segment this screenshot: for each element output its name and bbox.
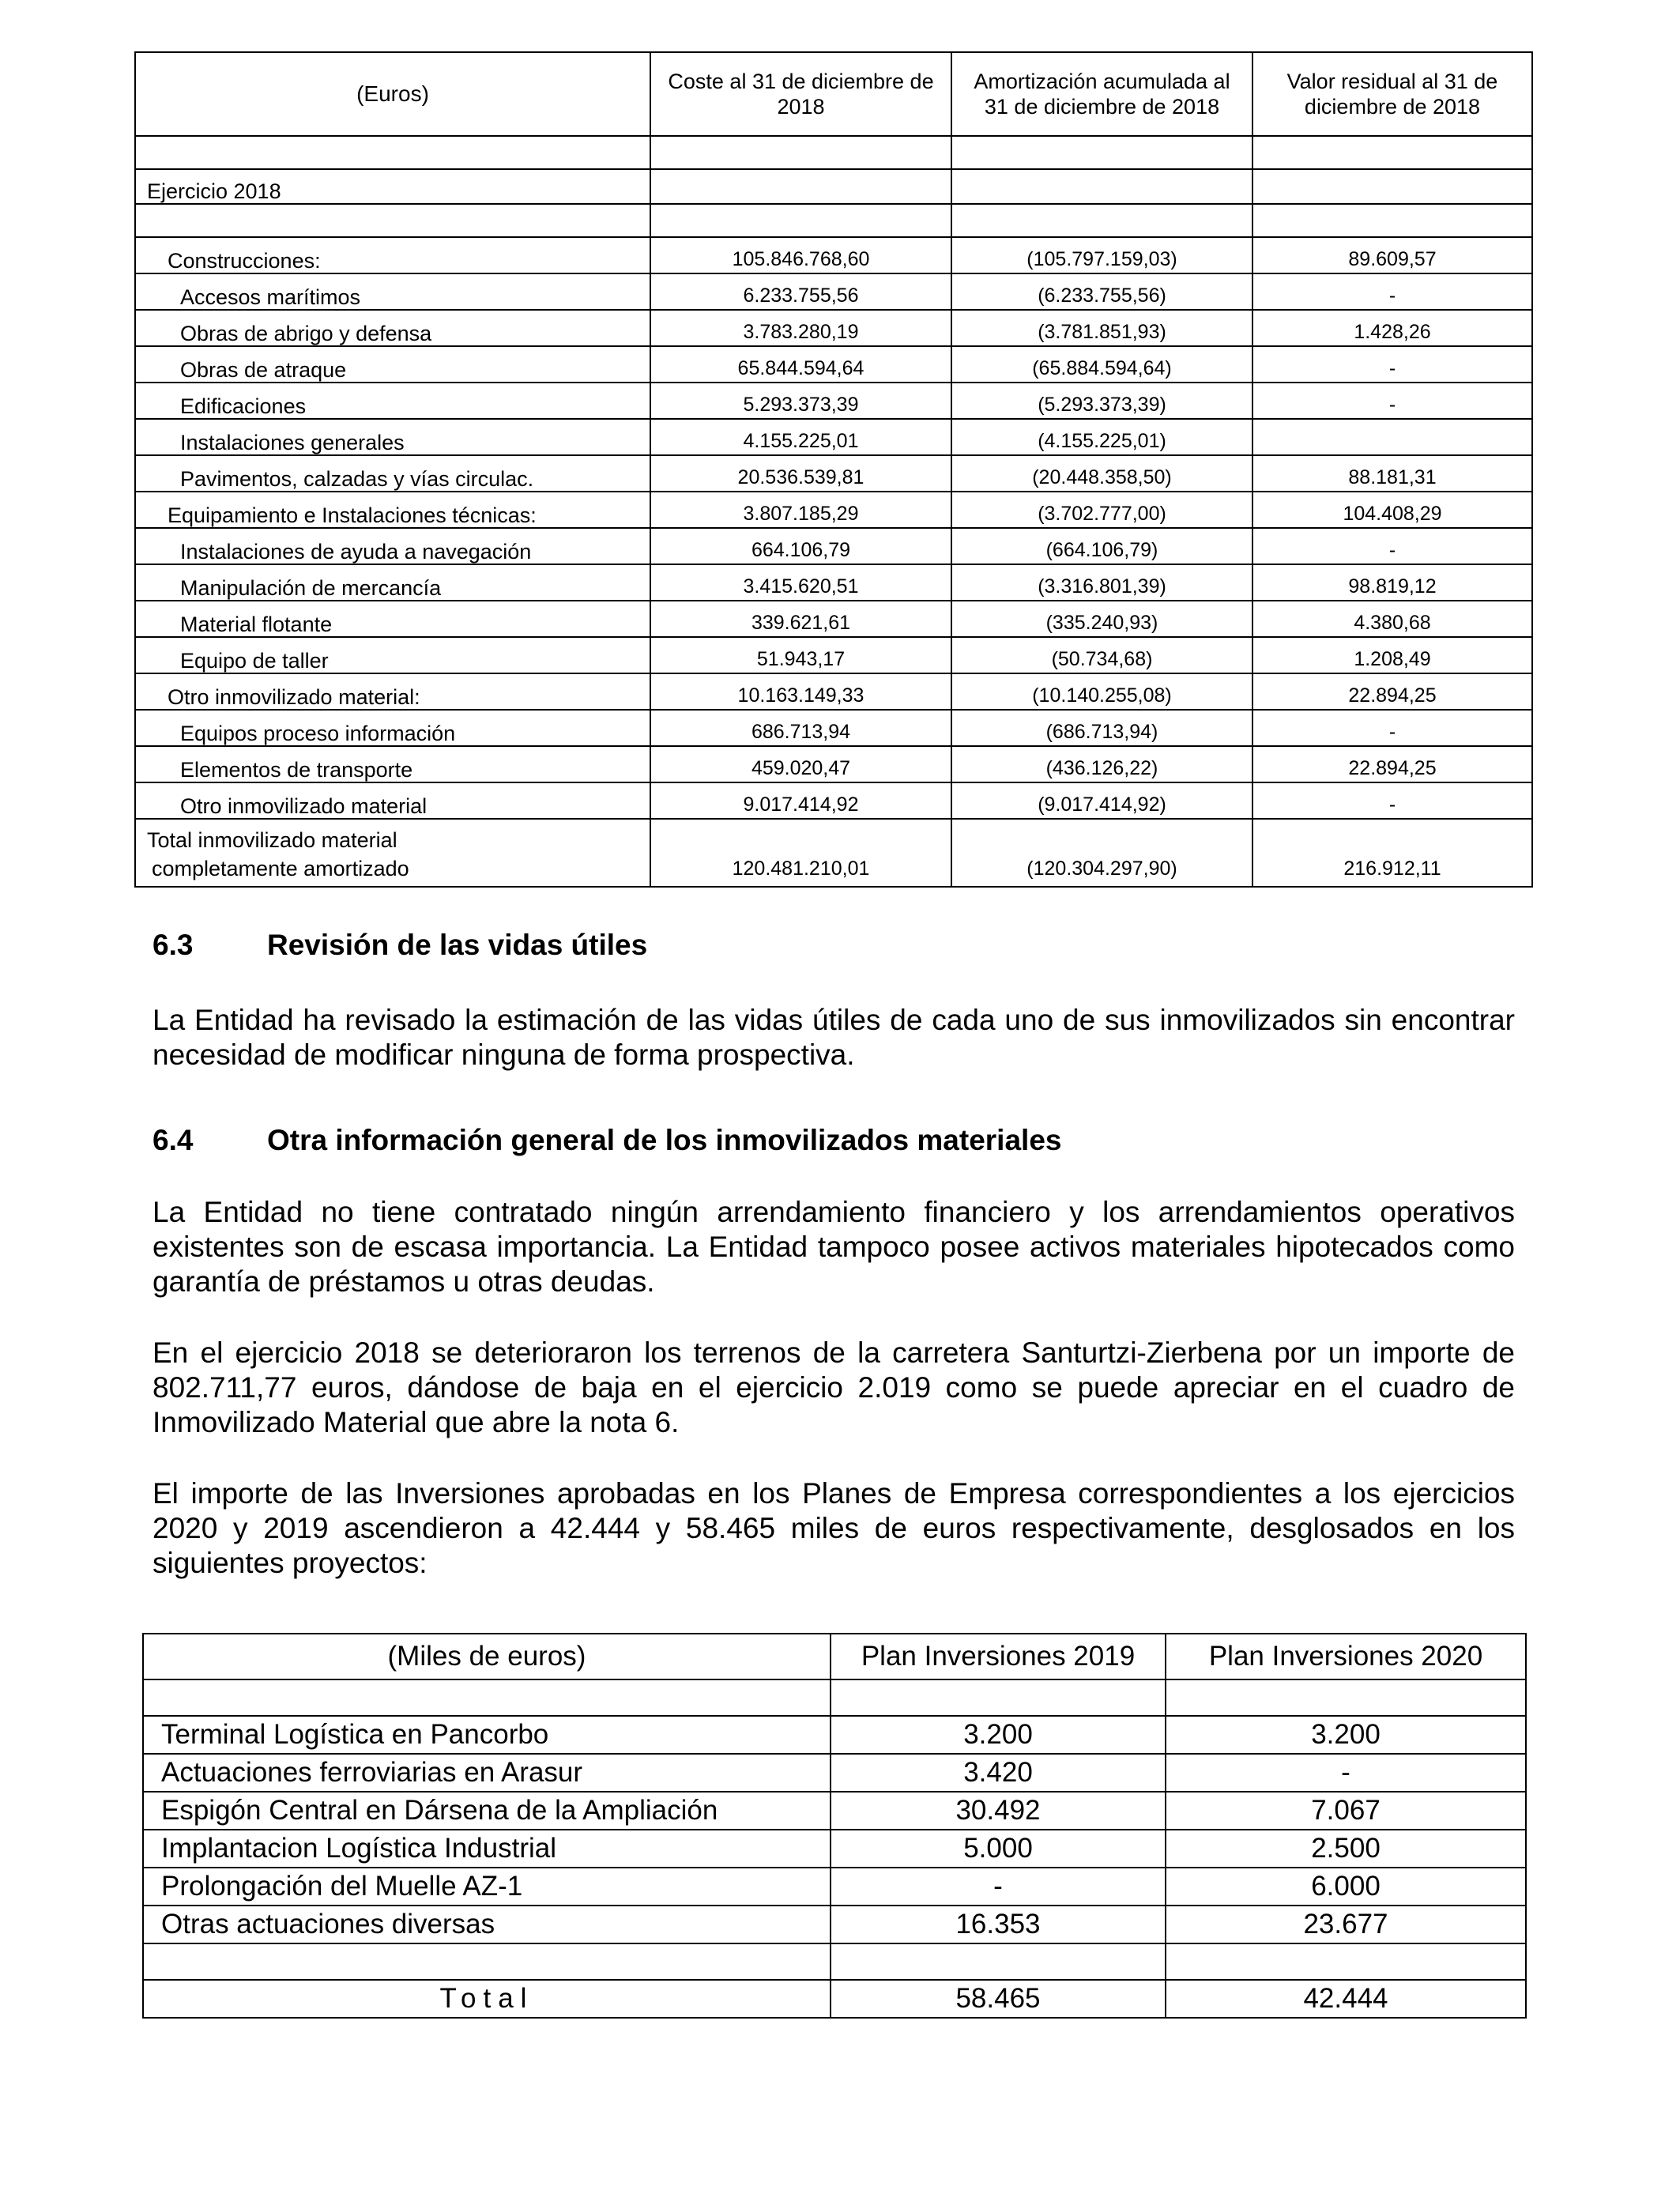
amortization-value: (436.126,22) <box>951 746 1252 782</box>
row-label: Instalaciones generales <box>135 419 650 455</box>
cost-value: 686.713,94 <box>650 710 951 746</box>
row-label: Manipulación de mercancía <box>135 564 650 601</box>
section-title: Revisión de las vidas útiles <box>267 929 648 961</box>
category-row <box>135 673 1532 710</box>
row-label: Obras de abrigo y defensa <box>135 310 650 346</box>
table-row <box>143 1754 1526 1792</box>
cost-value: 20.536.539,81 <box>650 455 951 492</box>
row-label: Obras de atraque <box>135 346 650 383</box>
project-label: Terminal Logística en Pancorbo <box>143 1716 831 1754</box>
table-row <box>135 637 1532 673</box>
table-row <box>135 273 1532 310</box>
table-row <box>135 710 1532 746</box>
paragraph-investments: El importe de las Inversiones aprobadas en los Planes de Empresa correspondientes a los ejercicios 2020 y 2019 ascendieron a 42.444 y 58.465 miles de euros respectivamente, desglosados en los siguientes proyectos: <box>153 1477 1515 1579</box>
total-amortization-value: (120.304.297,90) <box>951 819 1252 887</box>
cost-value: 4.155.225,01 <box>650 419 951 455</box>
plan-2020-value: 6.000 <box>1166 1868 1526 1906</box>
table-row <box>135 746 1532 782</box>
section-heading-6-3 <box>153 929 647 962</box>
row-label: Accesos marítimos <box>135 273 650 310</box>
plan-2020-value: 23.677 <box>1166 1906 1526 1943</box>
cost-value: 5.293.373,39 <box>650 383 951 419</box>
residual-value: 22.894,25 <box>1252 673 1532 710</box>
project-label: Otras actuaciones diversas <box>143 1906 831 1943</box>
project-label: Espigón Central en Dársena de la Ampliación <box>143 1792 831 1830</box>
cost-value: 3.415.620,51 <box>650 564 951 601</box>
table-header-row <box>135 52 1532 136</box>
residual-value: - <box>1252 383 1532 419</box>
section-title: Otra información general de los inmovilizados materiales <box>267 1124 1062 1156</box>
column-header-cost: Coste al 31 de diciembre de 2018 <box>650 52 951 136</box>
amortization-value: (9.017.414,92) <box>951 782 1252 819</box>
residual-value: 1.428,26 <box>1252 310 1532 346</box>
cost-value: 3.783.280,19 <box>650 310 951 346</box>
row-label: Instalaciones de ayuda a navegación <box>135 528 650 564</box>
paragraph-impairment: En el ejercicio 2018 se deterioraron los terrenos de la carretera Santurtzi-Zierbena por un importe de 802.711,77 euros, dándose de baja en el ejercicio 2.019 como se puede apreciar en el cuadro de Inmovilizado Material que abre la nota 6. <box>153 1336 1515 1438</box>
plan-2020-value: - <box>1166 1754 1526 1792</box>
residual-value: - <box>1252 710 1532 746</box>
row-label: Equipos proceso información <box>135 710 650 746</box>
plan-2019-value: 3.420 <box>831 1754 1166 1792</box>
amortization-value: (4.155.225,01) <box>951 419 1252 455</box>
cost-value: 6.233.755,56 <box>650 273 951 310</box>
residual-value: 88.181,31 <box>1252 455 1532 492</box>
total-2020-value: 42.444 <box>1166 1980 1526 2018</box>
table-row <box>143 1792 1526 1830</box>
residual-value: 4.380,68 <box>1252 601 1532 637</box>
cost-value: 51.943,17 <box>650 637 951 673</box>
cost-value: 3.807.185,29 <box>650 492 951 528</box>
project-label: Actuaciones ferroviarias en Arasur <box>143 1754 831 1792</box>
amortization-value: (20.448.358,50) <box>951 455 1252 492</box>
project-label: Prolongación del Muelle AZ-1 <box>143 1868 831 1906</box>
table-row <box>143 1906 1526 1943</box>
row-label: Construcciones: <box>135 237 650 273</box>
table-row <box>135 310 1532 346</box>
residual-value: 22.894,25 <box>1252 746 1532 782</box>
plan-2019-value: 3.200 <box>831 1716 1166 1754</box>
amortization-value: (65.884.594,64) <box>951 346 1252 383</box>
table-row <box>135 383 1532 419</box>
investment-plan-table <box>142 1633 1527 2019</box>
section-label: Ejercicio 2018 <box>135 169 650 204</box>
amortization-value: (5.293.373,39) <box>951 383 1252 419</box>
column-header-amortization: Amortización acumulada al 31 de diciembre de 2018 <box>951 52 1252 136</box>
total-cost-value: 120.481.210,01 <box>650 819 951 887</box>
plan-2020-value: 3.200 <box>1166 1716 1526 1754</box>
table-row <box>135 564 1532 601</box>
amortization-value: (335.240,93) <box>951 601 1252 637</box>
cost-value: 339.621,61 <box>650 601 951 637</box>
total-label: Total <box>143 1980 831 2018</box>
table-row <box>135 528 1532 564</box>
cost-value: 459.020,47 <box>650 746 951 782</box>
amortization-value: (3.702.777,00) <box>951 492 1252 528</box>
paragraph-leases: La Entidad no tiene contratado ningún arrendamiento financiero y los arrendamientos operativos existentes son de escasa importancia. La Entidad tampoco posee activos materiales hipotecados como garantía de préstamos u otras deudas. <box>153 1196 1515 1298</box>
cost-value: 10.163.149,33 <box>650 673 951 710</box>
plan-2020-value: 2.500 <box>1166 1830 1526 1868</box>
residual-value: 1.208,49 <box>1252 637 1532 673</box>
total-2019-value: 58.465 <box>831 1980 1166 2018</box>
blank-row <box>135 204 1532 237</box>
blank-row <box>143 1679 1526 1716</box>
table-row <box>135 601 1532 637</box>
amortization-value: (105.797.159,03) <box>951 237 1252 273</box>
section-heading-6-4 <box>153 1124 1061 1157</box>
total-row <box>143 1980 1526 2018</box>
column-header-units: (Euros) <box>135 52 650 136</box>
total-label <box>135 819 650 887</box>
amortization-value: (3.781.851,93) <box>951 310 1252 346</box>
residual-value: - <box>1252 346 1532 383</box>
residual-value: - <box>1252 782 1532 819</box>
paragraph-useful-lives: La Entidad ha revisado la estimación de las vidas útiles de cada uno de sus inmovilizados sin encontrar necesidad de modificar ninguna de forma prospectiva. <box>153 1004 1515 1071</box>
residual-value: 89.609,57 <box>1252 237 1532 273</box>
amortization-value: (50.734,68) <box>951 637 1252 673</box>
category-row <box>135 237 1532 273</box>
cost-value: 105.846.768,60 <box>650 237 951 273</box>
table-row <box>135 455 1532 492</box>
total-residual-value: 216.912,11 <box>1252 819 1532 887</box>
cost-value: 9.017.414,92 <box>650 782 951 819</box>
table-row <box>135 346 1532 383</box>
total-label-line2: completamente amortizado <box>152 857 409 880</box>
category-row <box>135 492 1532 528</box>
residual-value: 104.408,29 <box>1252 492 1532 528</box>
row-label: Edificaciones <box>135 383 650 419</box>
column-header-plan-2020: Plan Inversiones 2020 <box>1166 1634 1526 1679</box>
fully-amortized-assets-table <box>134 51 1533 888</box>
table-row <box>143 1716 1526 1754</box>
row-label: Equipo de taller <box>135 637 650 673</box>
row-label: Equipamiento e Instalaciones técnicas: <box>135 492 650 528</box>
row-label: Otro inmovilizado material <box>135 782 650 819</box>
blank-row <box>143 1943 1526 1980</box>
amortization-value: (3.316.801,39) <box>951 564 1252 601</box>
residual-value: - <box>1252 528 1532 564</box>
plan-2020-value: 7.067 <box>1166 1792 1526 1830</box>
table-row <box>143 1830 1526 1868</box>
section-number: 6.3 <box>153 929 194 961</box>
plan-2019-value: - <box>831 1868 1166 1906</box>
total-row <box>135 819 1532 887</box>
table-row <box>135 782 1532 819</box>
row-label: Elementos de transporte <box>135 746 650 782</box>
column-header-residual: Valor residual al 31 de diciembre de 2018 <box>1252 52 1532 136</box>
column-header-plan-2019: Plan Inversiones 2019 <box>831 1634 1166 1679</box>
section-row <box>135 169 1532 204</box>
cost-value: 664.106,79 <box>650 528 951 564</box>
residual-value: 98.819,12 <box>1252 564 1532 601</box>
row-label: Pavimentos, calzadas y vías circulac. <box>135 455 650 492</box>
plan-2019-value: 16.353 <box>831 1906 1166 1943</box>
amortization-value: (664.106,79) <box>951 528 1252 564</box>
residual-value: - <box>1252 273 1532 310</box>
project-label: Implantacion Logística Industrial <box>143 1830 831 1868</box>
table-row <box>135 419 1532 455</box>
plan-2019-value: 5.000 <box>831 1830 1166 1868</box>
row-label: Material flotante <box>135 601 650 637</box>
amortization-value: (10.140.255,08) <box>951 673 1252 710</box>
row-label: Otro inmovilizado material: <box>135 673 650 710</box>
amortization-value: (686.713,94) <box>951 710 1252 746</box>
residual-value <box>1252 419 1532 455</box>
column-header-units: (Miles de euros) <box>143 1634 831 1679</box>
amortization-value: (6.233.755,56) <box>951 273 1252 310</box>
section-number: 6.4 <box>153 1124 194 1156</box>
table-row <box>143 1868 1526 1906</box>
plan-2019-value: 30.492 <box>831 1792 1166 1830</box>
cost-value: 65.844.594,64 <box>650 346 951 383</box>
table-header-row <box>143 1634 1526 1679</box>
blank-row <box>135 136 1532 169</box>
total-label-line1: Total inmovilizado material <box>147 828 397 852</box>
